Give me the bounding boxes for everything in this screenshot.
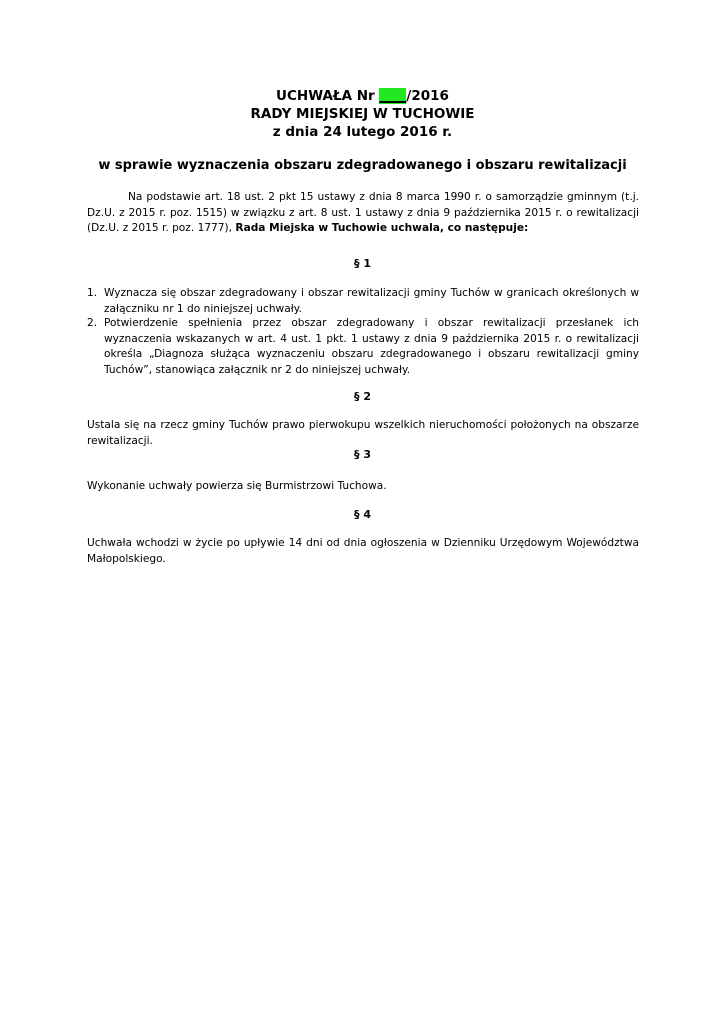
title-year: /2016 — [406, 88, 449, 104]
resolution-date: z dnia 24 lutego 2016 r. — [272, 124, 453, 140]
title-prefix: UCHWAŁA Nr — [276, 88, 380, 104]
section-2-text: Ustala się na rzecz gminy Tuchów prawo pierwokupu wszelkich nieruchomości położonych na obszarze rewitalizacji. — [87, 419, 639, 447]
list-item-number: 1. — [87, 287, 98, 299]
section-4-text: Uchwała wchodzi w życie po upływie 14 dni od dnia ogłoszenia w Dzienniku Urzędowym Województwa Małopolskiego. — [87, 537, 639, 565]
title-number-blank: ____ — [379, 88, 407, 104]
preamble-bold: Rada Miejska w Tuchowie uchwala, co następuje: — [235, 222, 529, 234]
section-4-heading: § 4 — [354, 508, 371, 521]
list-item — [87, 316, 639, 378]
section-3-heading: § 3 — [354, 448, 371, 461]
list-item-text: Wyznacza się obszar zdegradowany i obszar rewitalizacji gminy Tuchów w granicach określonych w załączniku nr 1 do niniejszej uchwały. — [104, 287, 639, 315]
council-name: RADY MIEJSKIEJ W TUCHOWIE — [250, 106, 475, 122]
section-2-heading: § 2 — [354, 390, 371, 403]
section-3-text: Wykonanie uchwały powierza się Burmistrzowi Tuchowa. — [87, 480, 387, 492]
resolution-title — [0, 87, 725, 105]
preamble — [87, 190, 639, 237]
list-item-number: 2. — [87, 317, 98, 329]
list-item-text: Potwierdzenie spełnienia przez obszar zdegradowany i obszar rewitalizacji przesłanek ich wyznaczenia wskazanych w art. 4 ust. 1 pkt. 1 ustawy z dnia 9 października 2015 r. o rewitalizacji określa „Diagnoza służąca wyznaczeniu obszaru zdegradowanego i obszaru rewitalizacji gminy Tuchów”, stanowiąca załącznik nr 2 do niniejszej uchwały. — [104, 317, 639, 376]
list-item — [87, 286, 639, 317]
preamble-text: Na podstawie art. 18 ust. 2 pkt 15 ustawy z dnia 8 marca 1990 r. o samorządzie gminnym (t.j. Dz.U. z 2015 r. poz. 1515) w związku z art. 8 ust. 1 ustawy z dnia 9 października 2015 r. o rewitalizacji (Dz.U. z 2015 r. poz. 1777), — [87, 191, 639, 234]
section-1-heading: § 1 — [354, 257, 371, 270]
resolution-subject: w sprawie wyznaczenia obszaru zdegradowanego i obszaru rewitalizacji — [98, 158, 627, 173]
